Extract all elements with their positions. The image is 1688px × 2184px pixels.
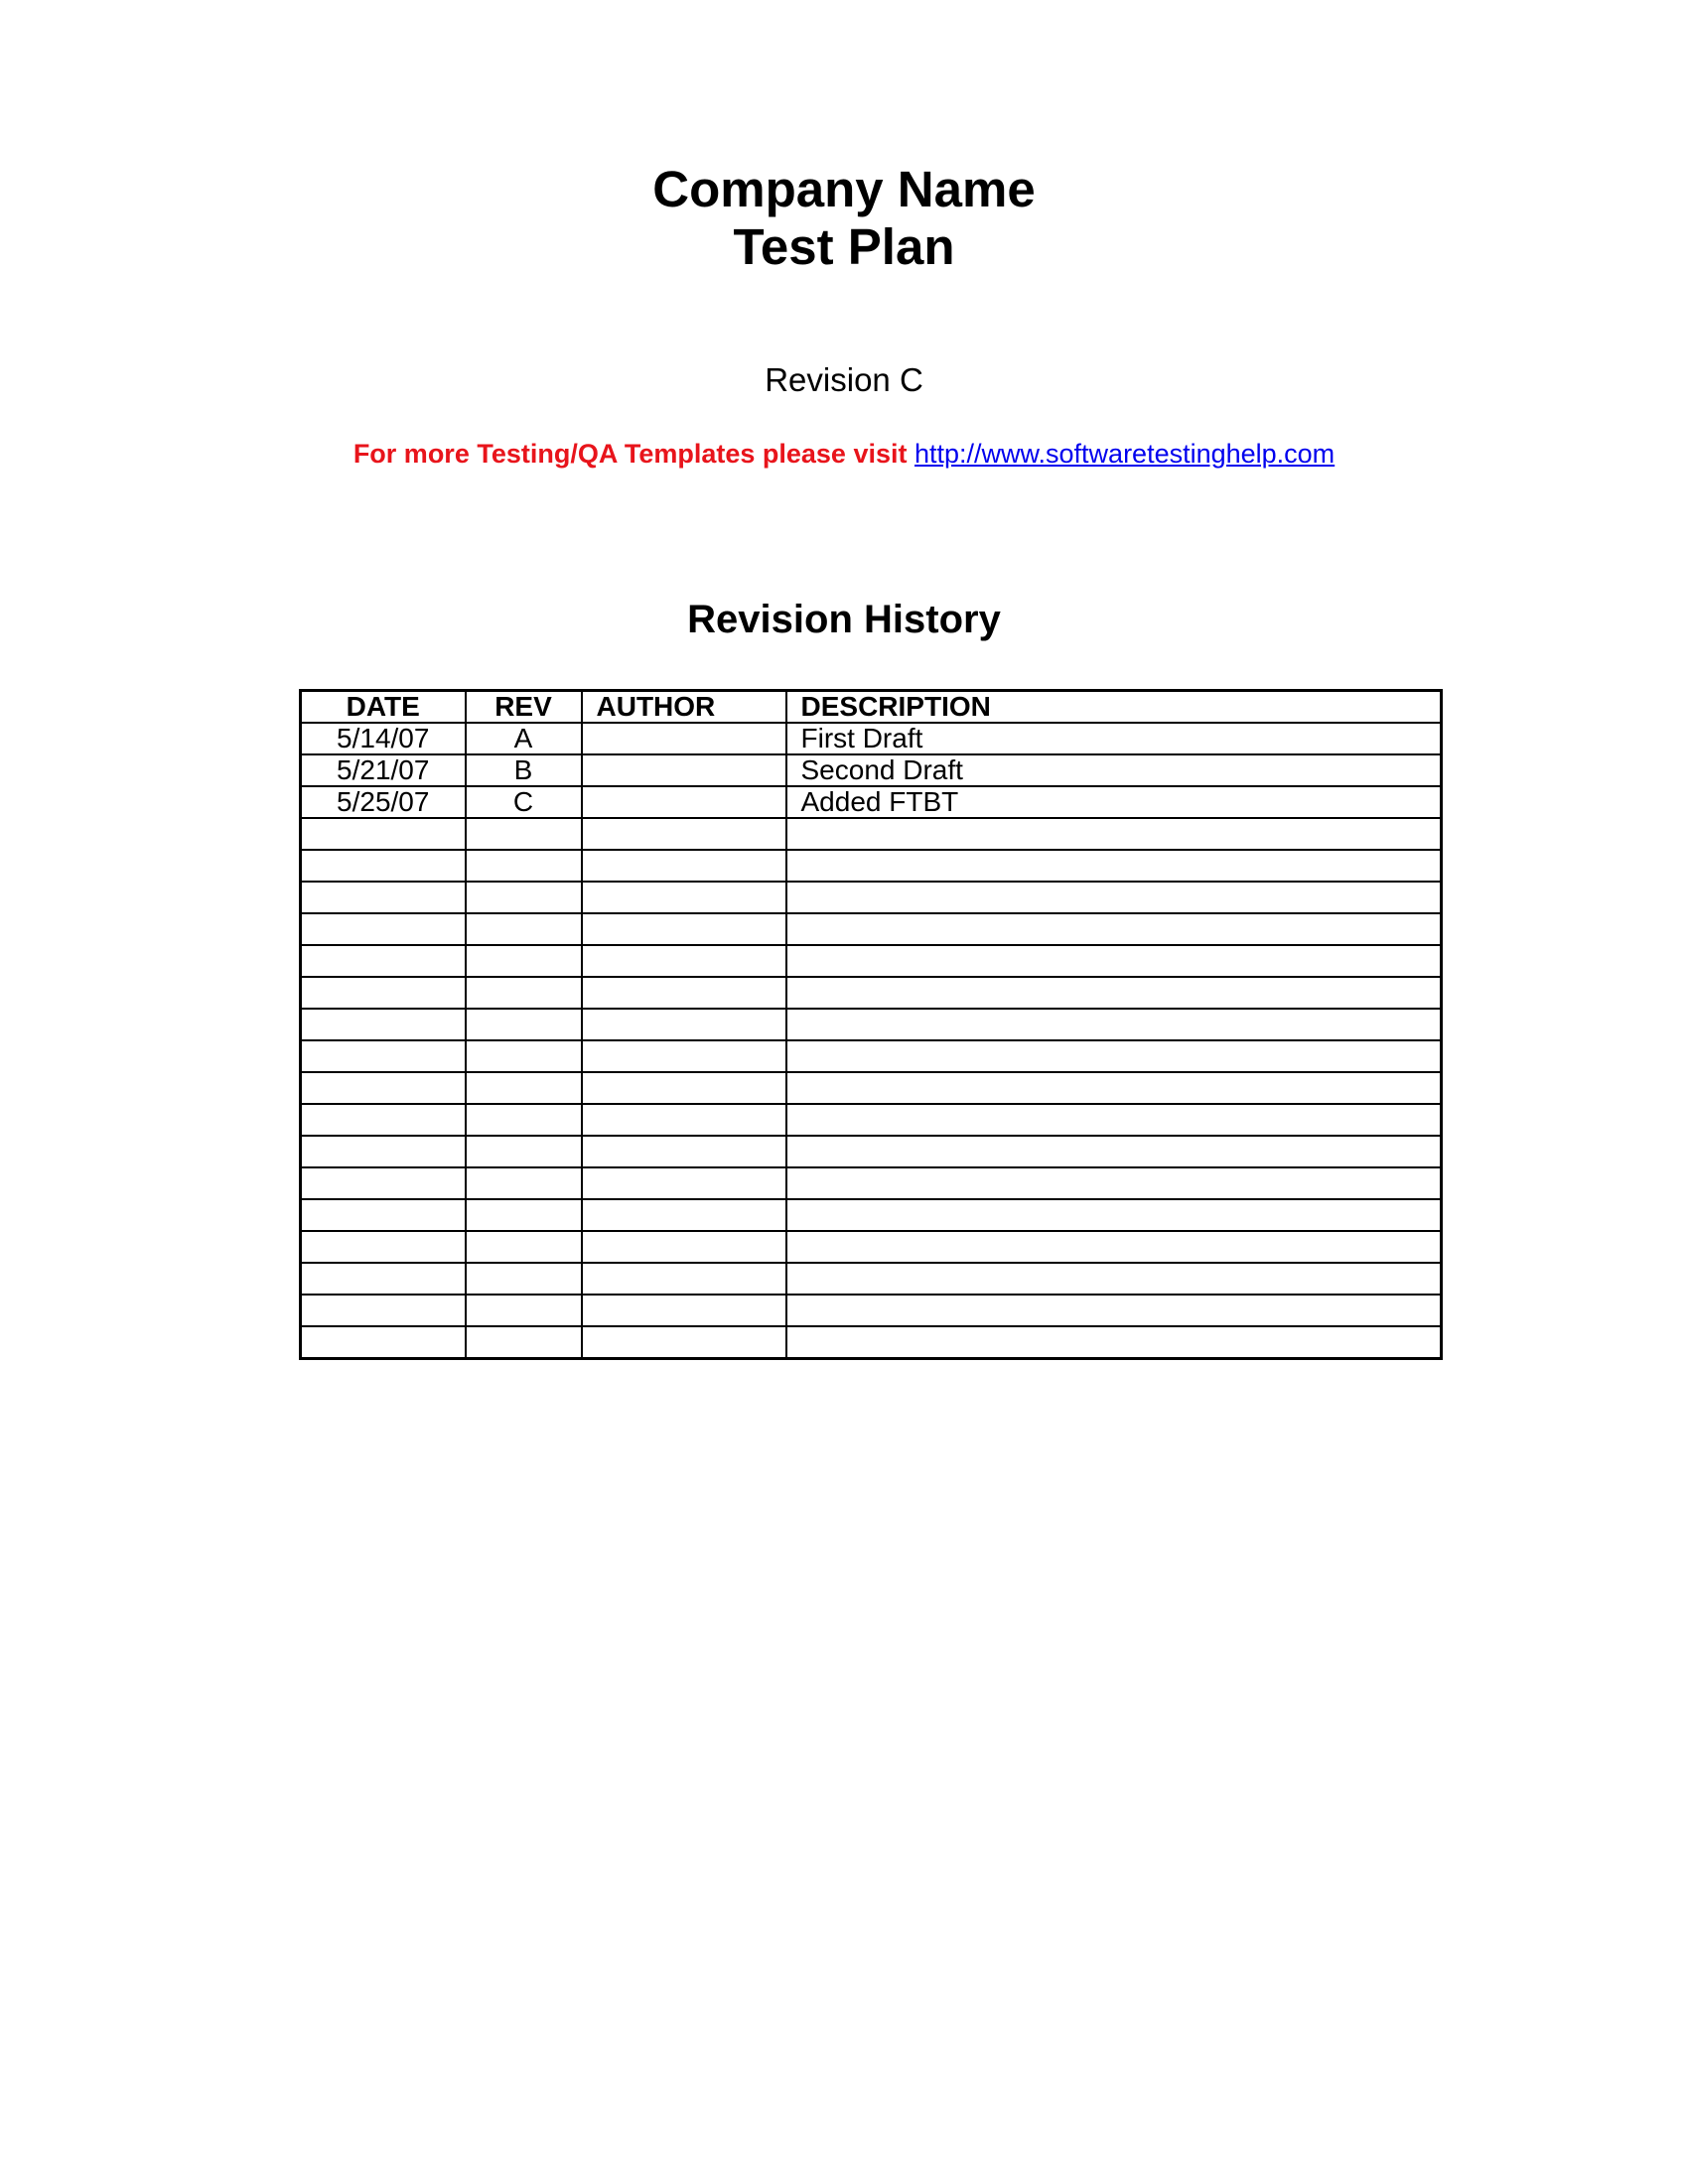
cell-rev [466,1326,582,1359]
cell-description: First Draft [786,723,1442,754]
cell-author [582,754,786,786]
cell-description [786,1104,1442,1136]
cell-author [582,1104,786,1136]
cell-date [301,1104,466,1136]
cell-description [786,882,1442,913]
cell-rev [466,1104,582,1136]
cell-date: 5/14/07 [301,723,466,754]
cell-description [786,850,1442,882]
cell-author [582,977,786,1009]
cell-description [786,1199,1442,1231]
table-row [301,1009,1442,1040]
cell-date [301,1326,466,1359]
cell-rev [466,1231,582,1263]
cell-date [301,1199,466,1231]
table-header-row [301,691,1442,724]
table-row [301,723,1442,754]
promo-link[interactable]: http://www.softwaretestinghelp.com [914,439,1336,469]
test-plan-title: Test Plan [733,218,955,275]
cell-date [301,850,466,882]
table-row [301,913,1442,945]
cell-date [301,1263,466,1295]
cell-author [582,945,786,977]
cell-author [582,1009,786,1040]
cell-rev [466,945,582,977]
table-row [301,1040,1442,1072]
cell-rev [466,818,582,850]
cell-rev [466,913,582,945]
cell-date: 5/21/07 [301,754,466,786]
promo-line [0,437,1688,471]
table-row [301,1104,1442,1136]
cell-description [786,913,1442,945]
cell-rev [466,850,582,882]
cell-author [582,1167,786,1199]
cell-description [786,1072,1442,1104]
cell-rev [466,1263,582,1295]
cell-author [582,1295,786,1326]
cell-date [301,1231,466,1263]
revision-label: Revision C [765,361,923,398]
column-header-rev: REV [466,691,582,724]
table-row [301,1231,1442,1263]
cell-author [582,1072,786,1104]
column-header-author: AUTHOR [582,691,786,724]
cell-date [301,913,466,945]
column-header-date: DATE [301,691,466,724]
cell-description: Second Draft [786,754,1442,786]
table-row [301,1263,1442,1295]
table-row [301,1326,1442,1359]
cell-date [301,1072,466,1104]
column-header-description: DESCRIPTION [786,691,1442,724]
cell-rev [466,977,582,1009]
cell-author [582,818,786,850]
cell-author [582,723,786,754]
cell-author [582,913,786,945]
cell-author [582,1136,786,1167]
cell-date [301,818,466,850]
table-row [301,1199,1442,1231]
cell-author [582,1326,786,1359]
cell-rev: A [466,723,582,754]
cell-description [786,1167,1442,1199]
table-row [301,786,1442,818]
cell-description [786,1009,1442,1040]
cell-rev [466,1136,582,1167]
cell-rev: B [466,754,582,786]
revision-history-heading: Revision History [687,598,1001,641]
table-row [301,1136,1442,1167]
cell-description [786,1263,1442,1295]
cell-date [301,1295,466,1326]
cell-description [786,945,1442,977]
cell-rev [466,1040,582,1072]
document-title [0,161,1688,276]
cell-date [301,1040,466,1072]
table-row [301,818,1442,850]
revision-history-table [299,689,1443,1360]
cell-rev [466,1199,582,1231]
cell-author [582,1199,786,1231]
table-row [301,850,1442,882]
cell-author [582,1263,786,1295]
cell-description [786,1136,1442,1167]
cell-date [301,977,466,1009]
cell-description [786,818,1442,850]
table-row [301,1072,1442,1104]
cell-author [582,786,786,818]
revision-history-body [301,723,1442,1359]
table-row [301,1167,1442,1199]
company-name-title: Company Name [652,161,1036,217]
table-row [301,945,1442,977]
cell-description [786,1231,1442,1263]
promo-text: For more Testing/QA Templates please visit [352,439,908,469]
table-row [301,754,1442,786]
cell-date [301,1167,466,1199]
cell-description [786,1295,1442,1326]
cell-date [301,1136,466,1167]
table-row [301,977,1442,1009]
table-row [301,882,1442,913]
cell-description [786,977,1442,1009]
cell-date [301,945,466,977]
cell-author [582,1040,786,1072]
table-row [301,1295,1442,1326]
cell-rev [466,1009,582,1040]
cell-date: 5/25/07 [301,786,466,818]
cell-date [301,882,466,913]
cell-rev [466,1072,582,1104]
cell-rev [466,1295,582,1326]
cell-date [301,1009,466,1040]
cell-author [582,850,786,882]
cell-description: Added FTBT [786,786,1442,818]
cell-rev: C [466,786,582,818]
cell-rev [466,1167,582,1199]
cell-author [582,882,786,913]
cell-description [786,1040,1442,1072]
cell-description [786,1326,1442,1359]
cell-rev [466,882,582,913]
cell-author [582,1231,786,1263]
